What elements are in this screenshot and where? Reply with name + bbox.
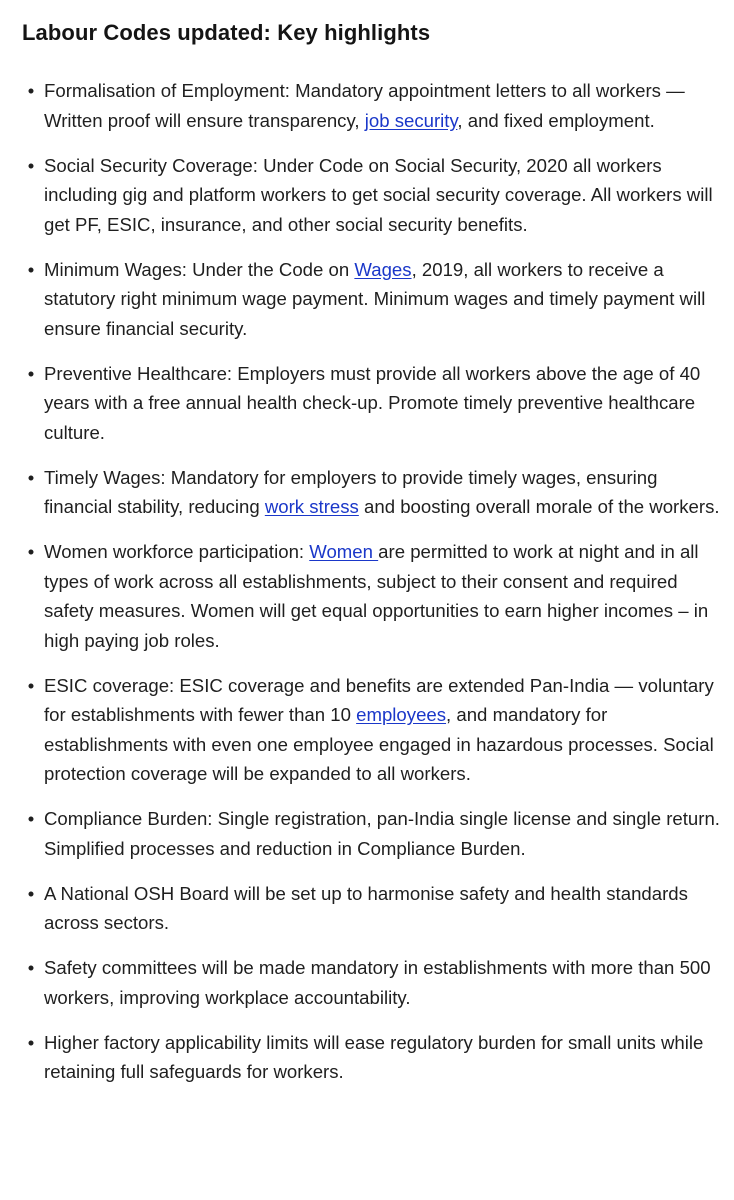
bullet-icon: • [27, 258, 35, 280]
item-text: Women workforce participation: [44, 541, 310, 562]
item-text: and boosting overall morale of the workers. [358, 496, 720, 517]
list-item [22, 463, 720, 522]
list-item [22, 804, 720, 863]
list-item [22, 671, 720, 789]
bullet-icon: • [27, 154, 35, 176]
list-item [22, 76, 720, 135]
item-text: Safety committees will be made mandatory in establishments with more than 500 workers, improving workplace accountability. [44, 957, 711, 1008]
bullet-icon: • [27, 882, 35, 904]
inline-link[interactable]: Wages [354, 258, 412, 280]
bullet-icon: • [27, 1031, 35, 1053]
bullet-icon: • [27, 466, 35, 488]
item-text: , and mandatory for establishments with even one employee engaged in hazardous processes. Social protection coverage will be expanded to all workers. [44, 704, 714, 784]
item-text: Formalisation of Employment: Mandatory appointment letters to all workers — Written proof will ensure transparency, [44, 80, 685, 131]
highlights-list [22, 76, 720, 1102]
item-text: , and fixed employment. [457, 109, 655, 131]
bullet-icon: • [27, 362, 35, 384]
bullet-icon: • [27, 674, 35, 696]
bullet-icon: • [27, 541, 35, 562]
inline-link[interactable]: employees [356, 704, 447, 725]
list-item [22, 359, 720, 448]
inline-link[interactable]: work stress [264, 496, 359, 517]
inline-link[interactable]: Women [309, 541, 379, 562]
item-text: ESIC coverage: ESIC coverage and benefits are extended Pan-India — voluntary for establishments with fewer than 10 [44, 674, 714, 725]
list-item [22, 255, 720, 344]
item-text: Minimum Wages: Under the Code on [44, 258, 355, 280]
item-text: Compliance Burden: Single registration, pan-India single license and single return. Simplified processes and reduction in Compliance Burden. [44, 808, 720, 859]
inline-link[interactable]: job security [364, 109, 458, 131]
item-text: Higher factory applicability limits will ease regulatory burden for small units while retaining full safeguards for workers. [44, 1031, 704, 1082]
bullet-icon: • [27, 80, 35, 101]
list-item [22, 879, 720, 938]
item-text: Timely Wages: Mandatory for employers to provide timely wages, ensuring financial stability, reducing [44, 466, 658, 517]
list-item [22, 151, 720, 240]
item-text: , 2019, all workers to receive a statutory right minimum wage payment. Minimum wages and timely payment will ensure financial security. [44, 258, 706, 339]
item-text: A National OSH Board will be set up to harmonise safety and health standards across sectors. [44, 882, 688, 933]
list-item [22, 953, 720, 1012]
bullet-icon: • [27, 957, 35, 978]
item-text: are permitted to work at night and in all types of work across all establishments, subject to their consent and required safety measures. Women will get equal opportunities to earn higher incomes – in high paying job roles. [44, 541, 709, 651]
page-title: Labour Codes updated: Key highlights [22, 20, 431, 45]
bullet-icon: • [27, 808, 35, 829]
list-item [22, 537, 720, 655]
item-text: Preventive Healthcare: Employers must provide all workers above the age of 40 years with a free annual health check-up. Promote timely preventive healthcare culture. [44, 362, 701, 443]
item-text: Social Security Coverage: Under Code on Social Security, 2020 all workers including gig and platform workers to get social security coverage. All workers will get PF, ESIC, insurance, and other social security benefits. [44, 154, 713, 235]
list-item [22, 1028, 720, 1087]
